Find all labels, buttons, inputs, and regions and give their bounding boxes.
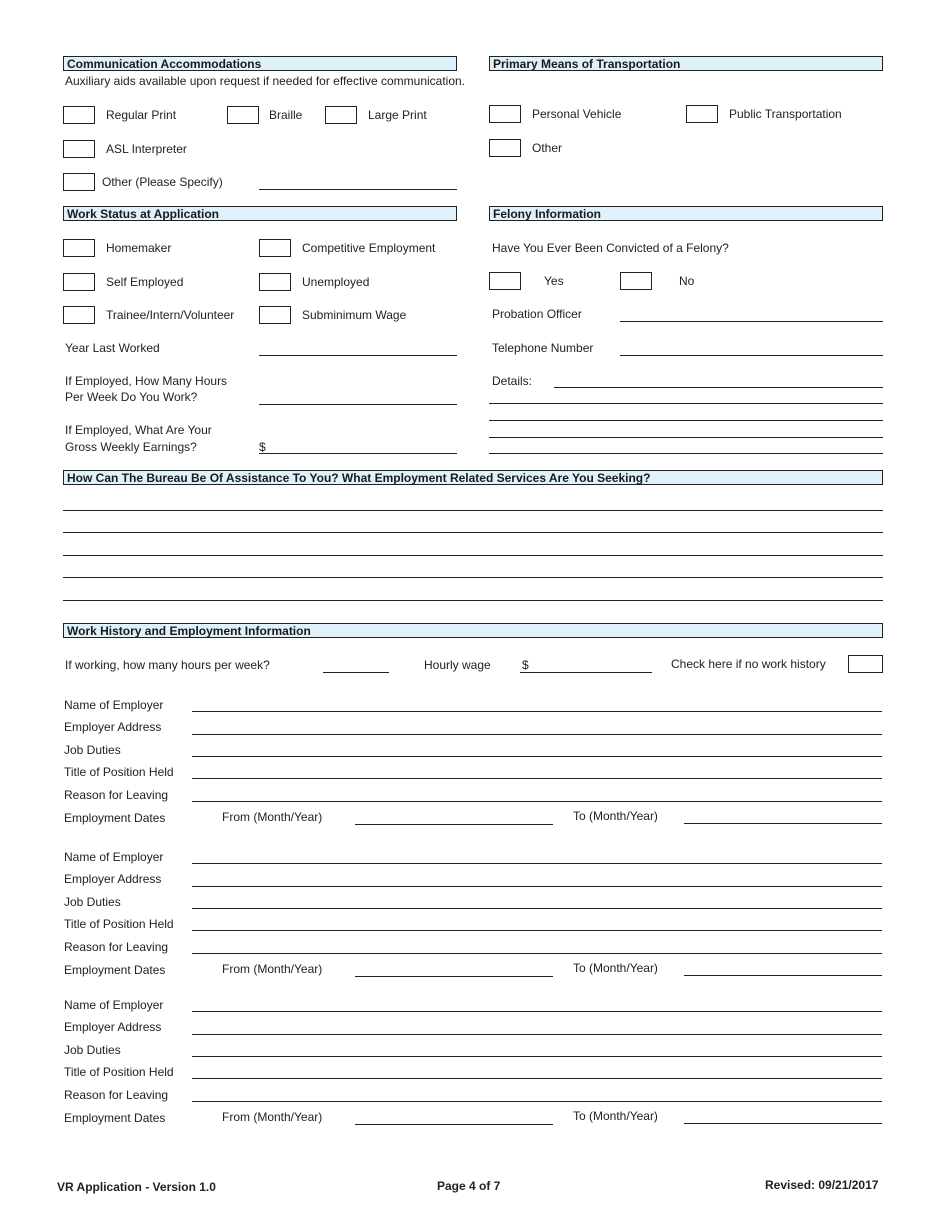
employer-address-field[interactable] <box>192 734 882 735</box>
gross-earnings-dollar: $ <box>259 440 266 454</box>
job-duties-label: Job Duties <box>64 743 121 757</box>
regular-print-label: Regular Print <box>106 108 177 122</box>
job-duties-label: Job Duties <box>64 895 121 909</box>
communication-other-label: Other (Please Specify) <box>102 175 223 189</box>
hourly-wage-dollar: $ <box>522 658 529 672</box>
regular-print-checkbox[interactable] <box>63 106 95 124</box>
to-date-label: To (Month/Year) <box>573 1109 658 1123</box>
braille-label: Braille <box>269 108 303 122</box>
work-status-header: Work Status at Application <box>63 206 457 221</box>
assistance-field-4[interactable] <box>63 577 883 578</box>
job-duties-field[interactable] <box>192 756 882 757</box>
unemployed-checkbox[interactable] <box>259 273 291 291</box>
employment-dates-label: Employment Dates <box>64 963 166 977</box>
details-label: Details: <box>492 374 533 388</box>
details-field-5[interactable] <box>489 453 883 454</box>
telephone-number-label: Telephone Number <box>492 341 594 355</box>
transportation-other-label: Other <box>532 141 563 155</box>
felony-header: Felony Information <box>489 206 883 221</box>
reason-leaving-label: Reason for Leaving <box>64 940 169 954</box>
work-history-header: Work History and Employment Information <box>63 623 883 638</box>
no-work-history-label: Check here if no work history <box>671 657 826 671</box>
probation-officer-label: Probation Officer <box>492 307 582 321</box>
year-last-worked-label: Year Last Worked <box>65 341 160 355</box>
to-date-field[interactable] <box>684 1123 882 1124</box>
felony-yes-label: Yes <box>544 274 564 288</box>
felony-question: Have You Ever Been Convicted of a Felony? <box>492 241 729 255</box>
employer-address-label: Employer Address <box>64 720 162 734</box>
homemaker-label: Homemaker <box>106 241 172 255</box>
reason-leaving-field[interactable] <box>192 953 882 954</box>
felony-yes-checkbox[interactable] <box>489 272 521 290</box>
from-date-field[interactable] <box>355 976 553 977</box>
assistance-field-5[interactable] <box>63 600 883 601</box>
employment-dates-label: Employment Dates <box>64 811 166 825</box>
assistance-field-3[interactable] <box>63 555 883 556</box>
trainee-checkbox[interactable] <box>63 306 95 324</box>
employer-address-field[interactable] <box>192 1034 882 1035</box>
job-duties-label: Job Duties <box>64 1043 121 1057</box>
details-field-1[interactable] <box>554 387 883 388</box>
homemaker-checkbox[interactable] <box>63 239 95 257</box>
hourly-wage-field[interactable] <box>520 672 652 673</box>
to-date-label: To (Month/Year) <box>573 809 658 823</box>
hourly-wage-label: Hourly wage <box>424 658 491 672</box>
no-work-history-checkbox[interactable] <box>848 655 883 673</box>
reason-leaving-label: Reason for Leaving <box>64 1088 169 1102</box>
subminimum-wage-checkbox[interactable] <box>259 306 291 324</box>
hours-per-week-label-2: Per Week Do You Work? <box>65 390 198 404</box>
job-duties-field[interactable] <box>192 1056 882 1057</box>
employer-name-field[interactable] <box>192 1011 882 1012</box>
position-title-label: Title of Position Held <box>64 765 174 779</box>
public-transportation-checkbox[interactable] <box>686 105 718 123</box>
details-field-2[interactable] <box>489 403 883 404</box>
employer-name-label: Name of Employer <box>64 698 164 712</box>
felony-no-checkbox[interactable] <box>620 272 652 290</box>
from-date-field[interactable] <box>355 1124 553 1125</box>
footer-version: VR Application - Version 1.0 <box>57 1180 216 1194</box>
employer-name-field[interactable] <box>192 863 882 864</box>
hours-per-week-question: If working, how many hours per week? <box>65 658 270 672</box>
transportation-header: Primary Means of Transportation <box>489 56 883 71</box>
employer-address-field[interactable] <box>192 886 882 887</box>
assistance-field-2[interactable] <box>63 532 883 533</box>
from-date-label: From (Month/Year) <box>222 962 323 976</box>
subminimum-wage-label: Subminimum Wage <box>302 308 407 322</box>
employment-dates-label: Employment Dates <box>64 1111 166 1125</box>
personal-vehicle-label: Personal Vehicle <box>532 107 622 121</box>
from-date-label: From (Month/Year) <box>222 1110 323 1124</box>
probation-officer-field[interactable] <box>620 321 883 322</box>
competitive-employment-label: Competitive Employment <box>302 241 436 255</box>
asl-interpreter-checkbox[interactable] <box>63 140 95 158</box>
large-print-checkbox[interactable] <box>325 106 357 124</box>
details-field-3[interactable] <box>489 420 883 421</box>
communication-note: Auxiliary aids available upon request if needed for effective communication. <box>65 74 466 88</box>
reason-leaving-label: Reason for Leaving <box>64 788 169 802</box>
asl-interpreter-label: ASL Interpreter <box>106 142 187 156</box>
to-date-label: To (Month/Year) <box>573 961 658 975</box>
from-date-field[interactable] <box>355 824 553 825</box>
details-field-4[interactable] <box>489 437 883 438</box>
employer-address-label: Employer Address <box>64 1020 162 1034</box>
self-employed-label: Self Employed <box>106 275 184 289</box>
trainee-label: Trainee/Intern/Volunteer <box>106 308 235 322</box>
to-date-field[interactable] <box>684 975 882 976</box>
employer-name-field[interactable] <box>192 711 882 712</box>
communication-header: Communication Accommodations <box>63 56 457 71</box>
gross-earnings-label-2: Gross Weekly Earnings? <box>65 440 197 454</box>
position-title-label: Title of Position Held <box>64 1065 174 1079</box>
to-date-field[interactable] <box>684 823 882 824</box>
hours-per-week-field[interactable] <box>259 404 457 405</box>
reason-leaving-field[interactable] <box>192 1101 882 1102</box>
job-duties-field[interactable] <box>192 908 882 909</box>
unemployed-label: Unemployed <box>302 275 370 289</box>
position-title-field[interactable] <box>192 1078 882 1079</box>
gross-earnings-label-1: If Employed, What Are Your <box>65 423 212 437</box>
reason-leaving-field[interactable] <box>192 801 882 802</box>
large-print-label: Large Print <box>368 108 427 122</box>
footer-revised-date: Revised: 09/21/2017 <box>765 1178 879 1192</box>
communication-other-checkbox[interactable] <box>63 173 95 191</box>
braille-checkbox[interactable] <box>227 106 259 124</box>
year-last-worked-field[interactable] <box>259 355 457 356</box>
self-employed-checkbox[interactable] <box>63 273 95 291</box>
felony-no-label: No <box>679 274 695 288</box>
footer-page-number: Page 4 of 7 <box>437 1179 501 1193</box>
personal-vehicle-checkbox[interactable] <box>489 105 521 123</box>
hours-per-week-label-1: If Employed, How Many Hours <box>65 374 228 388</box>
position-title-field[interactable] <box>192 930 882 931</box>
public-transportation-label: Public Transportation <box>729 107 842 121</box>
competitive-employment-checkbox[interactable] <box>259 239 291 257</box>
employer-name-label: Name of Employer <box>64 998 164 1012</box>
transportation-other-checkbox[interactable] <box>489 139 521 157</box>
position-title-field[interactable] <box>192 778 882 779</box>
gross-earnings-field[interactable] <box>259 453 457 454</box>
position-title-label: Title of Position Held <box>64 917 174 931</box>
telephone-number-field[interactable] <box>620 355 883 356</box>
assistance-field-1[interactable] <box>63 510 883 511</box>
employer-address-label: Employer Address <box>64 872 162 886</box>
work-hours-field[interactable] <box>323 672 389 673</box>
assistance-header: How Can The Bureau Be Of Assistance To You? What Employment Related Services Are You Seeking? <box>63 470 883 485</box>
employer-name-label: Name of Employer <box>64 850 164 864</box>
communication-other-field[interactable] <box>259 189 457 190</box>
from-date-label: From (Month/Year) <box>222 810 323 824</box>
